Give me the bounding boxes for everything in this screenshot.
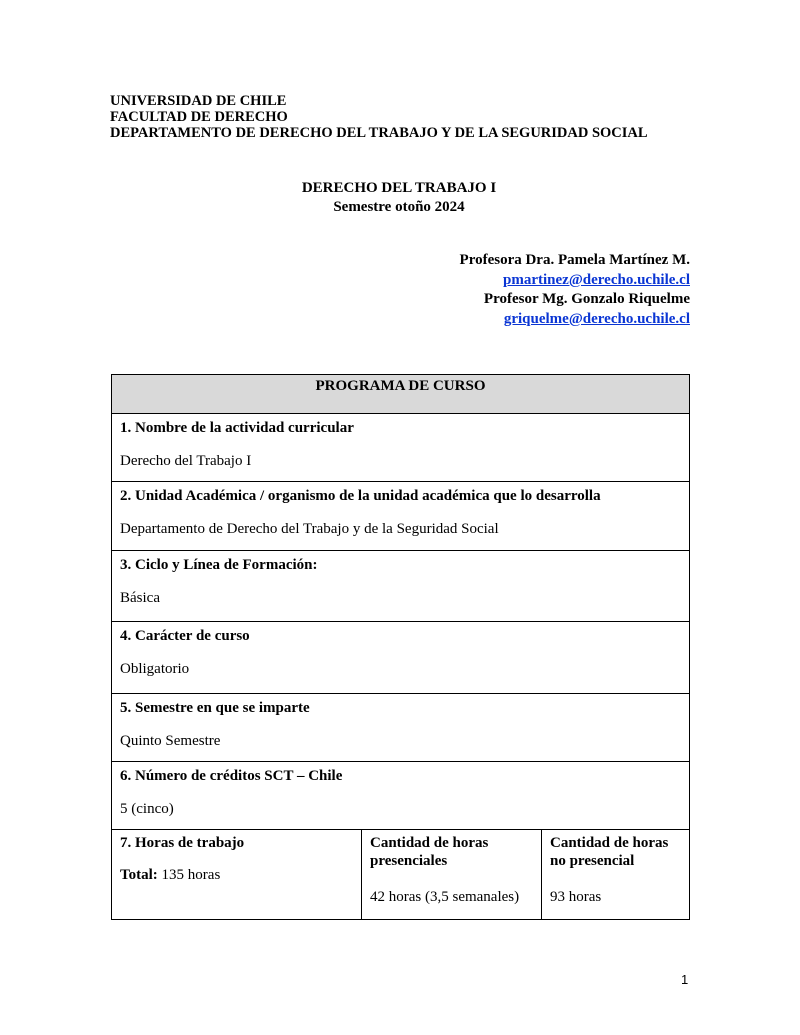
professor-1-email-link[interactable]: pmartinez@derecho.uchile.cl <box>503 271 690 288</box>
course-heading <box>0 179 800 217</box>
professor-2-email-link[interactable]: griquelme@derecho.uchile.cl <box>503 310 690 327</box>
program-table-title: PROGRAMA DE CURSO <box>112 375 690 414</box>
professors-block <box>460 251 690 329</box>
page-number: 1 <box>681 972 689 987</box>
section-4-label: 4. Carácter de curso <box>120 628 250 644</box>
hours-remote-cell <box>542 830 690 920</box>
section-5-label: 5. Semestre en que se imparte <box>120 700 310 716</box>
section-5-value: Quinto Semestre <box>120 733 221 749</box>
section-4-cell <box>112 622 690 694</box>
hours-total-label: Total: <box>120 867 158 883</box>
hours-remote-label: Cantidad de horas no presencial <box>550 835 669 869</box>
course-title: DERECHO DEL TRABAJO I <box>301 180 497 196</box>
university-name: UNIVERSIDAD DE CHILE <box>110 93 287 109</box>
section-2-value: Departamento de Derecho del Trabajo y de la Seguridad Social <box>120 521 499 537</box>
hours-in-person-cell <box>362 830 542 920</box>
section-3-label: 3. Ciclo y Línea de Formación: <box>120 557 318 573</box>
section-5-cell <box>112 694 690 762</box>
section-3-value: Básica <box>120 590 160 606</box>
professor-1-name: Profesora Dra. Pamela Martínez M. <box>459 252 690 268</box>
section-2-cell <box>112 482 690 551</box>
hours-in-person-value: 42 horas (3,5 semanales) <box>370 889 520 905</box>
hours-total-cell <box>112 830 362 920</box>
section-2-label: 2. Unidad Académica / organismo de la unidad académica que lo desarrolla <box>120 488 601 504</box>
hours-remote-value: 93 horas <box>550 889 602 905</box>
hours-label: 7. Horas de trabajo <box>120 835 245 851</box>
section-1-label: 1. Nombre de la actividad curricular <box>120 420 354 436</box>
section-6-label: 6. Número de créditos SCT – Chile <box>120 768 343 784</box>
hours-total-value: 135 horas <box>157 867 221 883</box>
course-semester: Semestre otoño 2024 <box>333 199 465 215</box>
department-name: DEPARTAMENTO DE DERECHO DEL TRABAJO Y DE LA SEGURIDAD SOCIAL <box>110 125 648 141</box>
section-6-value: 5 (cinco) <box>120 801 174 817</box>
section-6-cell <box>112 762 690 830</box>
section-4-value: Obligatorio <box>120 661 190 677</box>
section-1-cell <box>112 414 690 482</box>
hours-in-person-label: Cantidad de horas presenciales <box>370 835 489 869</box>
section-1-value: Derecho del Trabajo I <box>120 453 252 469</box>
professor-2-name: Profesor Mg. Gonzalo Riquelme <box>483 291 690 307</box>
section-3-cell <box>112 551 690 622</box>
program-table <box>111 374 690 920</box>
institution-header <box>110 93 648 141</box>
faculty-name: FACULTAD DE DERECHO <box>110 109 288 125</box>
